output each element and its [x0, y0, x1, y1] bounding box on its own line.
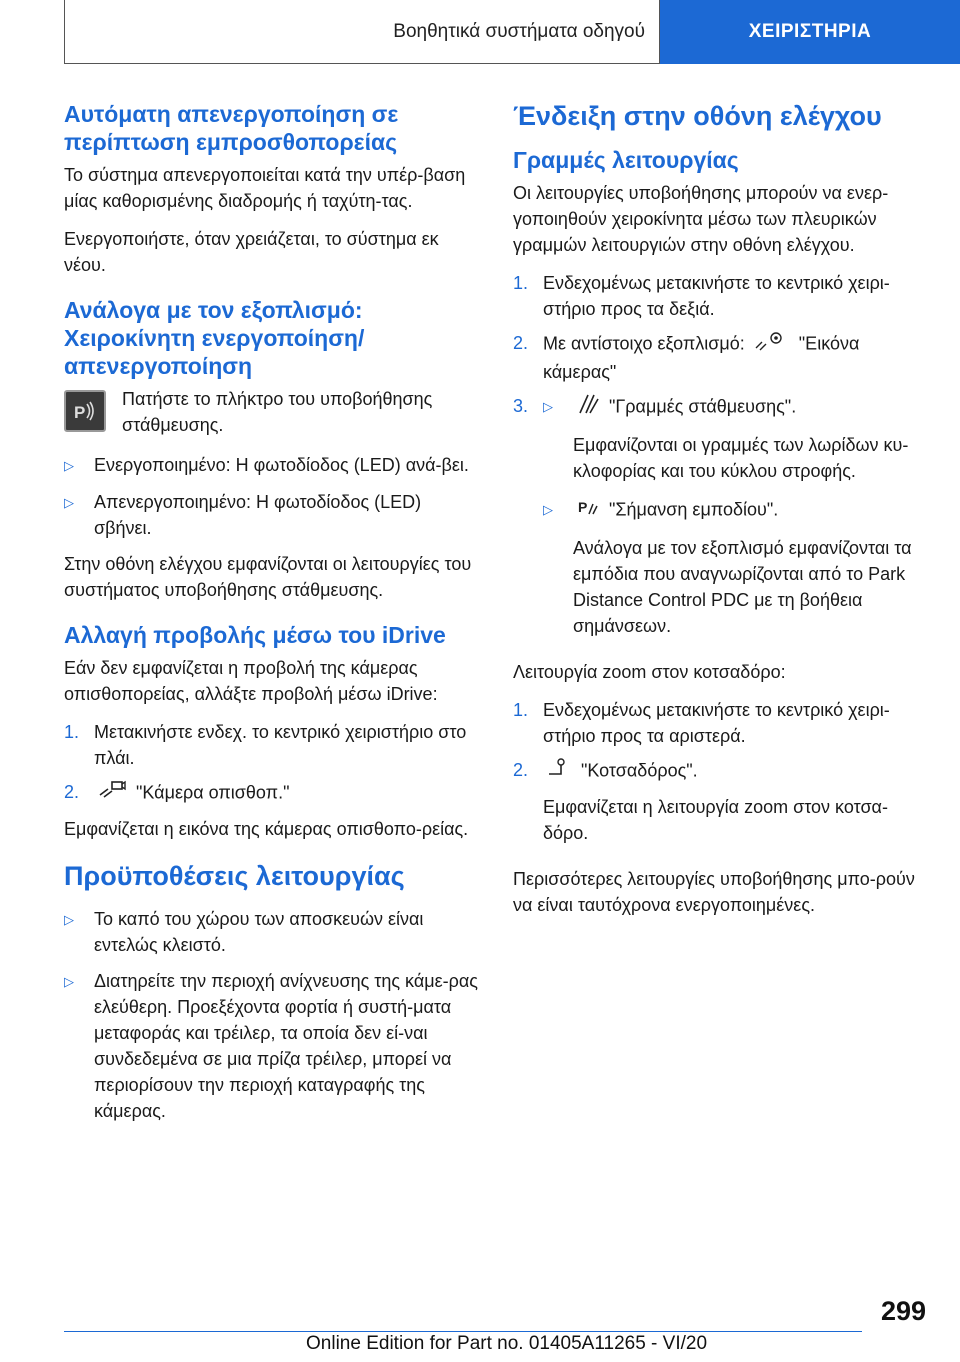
section-title: Αλλαγή προβολής μέσω του iDrive [64, 622, 446, 648]
obstacle-marking-icon [577, 496, 599, 525]
parking-lines-icon [577, 393, 599, 422]
step-number: 2. [513, 760, 529, 780]
trailer-hitch-icon [547, 757, 571, 786]
step-text: Με αντίστοιχο εξοπλισμό: [543, 333, 745, 354]
bullet-content [573, 393, 928, 422]
step-number: 1. [513, 273, 529, 293]
numbered-item [513, 697, 928, 749]
numbered-item [64, 719, 482, 771]
paragraph: Ενεργοποιήστε, όταν χρειάζεται, το σύστημα εκ νέου. [64, 229, 439, 275]
bullet-item [64, 452, 482, 479]
step-text: Ενδεχομένως μετακινήστε το κεντρικό χειρι-στήριο προς τα αριστερά. [543, 700, 890, 746]
paragraph: Εμφανίζεται η λειτουργία zoom στον κοτσα-δόρο. [543, 797, 888, 843]
bullet-text: "Γραμμές στάθμευσης". [609, 396, 797, 417]
bullet-text: Ενεργοποιημένο: Η φωτοδίοδος (LED) ανά-βει. [94, 455, 469, 475]
step-content [94, 779, 482, 808]
bullet-text: Το καπό του χώρου των αποσκευών είναι εντελώς κλειστό. [94, 909, 424, 955]
numbered-item [513, 393, 928, 651]
bullet-text: "Σήμανση εμποδίου". [609, 499, 779, 520]
step-content [543, 757, 928, 858]
rear-camera-icon [98, 779, 126, 808]
footer-divider [64, 1331, 862, 1332]
numbered-item [513, 757, 928, 858]
bullet-text: Διατηρείτε την περιοχή ανίχνευσης της κάμε-ρας ελεύθερη. Προεξέχοντα φορτία ή συστή-ματα μεταφοράς και τρέιλερ, τα οποία δεν εί-ναι συνδεδεμένα σε μια πρίζα τρέιλερ, μπορεί να περιορίσουν την περιοχή καταγραφής της κάμερας. [94, 971, 478, 1121]
park-button-row [64, 386, 482, 438]
bullet-text: Απενεργοποιημένο: Η φωτοδίοδος (LED) σβήνει. [94, 492, 422, 538]
right-column [513, 100, 928, 930]
paragraph: Λειτουργία zoom στον κοτσαδόρο: [513, 662, 786, 682]
bullet-item [543, 393, 928, 422]
step-number: 3. [513, 396, 529, 416]
paragraph: Περισσότερες λειτουργίες υποβοήθησης μπο-ρούν να είναι ταυτόχρονα ενεργοποιημένες. [513, 869, 915, 915]
header-section-title: Βοηθητικά συστήματα οδηγού [64, 0, 660, 64]
step-text: "Εικόνα κάμερας" [543, 333, 860, 382]
page-header [64, 0, 960, 64]
bullet-content [573, 496, 928, 525]
park-assist-button-icon [64, 390, 106, 432]
step-number: 2. [64, 782, 80, 802]
step-text: Ενδεχομένως μετακινήστε το κεντρικό χειρι-στήριο προς τα δεξιά. [543, 273, 890, 319]
svg-text:P: P [74, 403, 86, 422]
bullet-item [543, 496, 928, 525]
footer-edition: Online Edition for Part no. 01405A11265 - VI/20 [306, 1333, 708, 1354]
section-title: Προϋποθέσεις λειτουργίας [64, 861, 405, 891]
triangle-bullet-icon: ▷ [543, 399, 553, 414]
numbered-item [513, 270, 928, 322]
paragraph: Εμφανίζονται οι γραμμές των λωρίδων κυ-κλοφορίας και του κύκλου στροφής. [573, 435, 909, 481]
step-text: Μετακινήστε ενδεχ. το κεντρικό χειριστήριο στο πλάι. [94, 722, 467, 768]
step-content [543, 393, 928, 651]
triangle-bullet-icon: ▷ [64, 912, 74, 927]
step-text: "Κάμερα οπισθοπ." [136, 782, 290, 803]
left-column [64, 100, 482, 1134]
triangle-bullet-icon: ▷ [543, 502, 553, 517]
triangle-bullet-icon: ▷ [64, 458, 74, 473]
step-number: 2. [513, 333, 529, 353]
section-requirements [64, 860, 482, 1124]
bullet-item [64, 489, 482, 541]
section-change-view [64, 621, 482, 842]
step-number: 1. [64, 722, 80, 742]
section-title: Αυτόματη απενεργοποίηση σε περίπτωση εμπροσθοπορείας [64, 101, 399, 155]
section-auto-deactivation [64, 100, 482, 278]
paragraph: Οι λειτουργίες υποβοήθησης μπορούν να ενερ-γοποιηθούν χειροκίνητα μέσω των πλευρικών γραμμών λειτουργιών στην οθόνη ελέγχου. [513, 183, 889, 255]
step-text: "Κοτσαδόρος". [581, 760, 698, 781]
step-number: 1. [513, 700, 529, 720]
subsection-title: Γραμμές λειτουργίας [513, 147, 739, 173]
numbered-item [513, 330, 928, 385]
camera-settings-icon [754, 330, 784, 359]
bullet-item [64, 906, 482, 958]
section-title: Ένδειξη στην οθόνη ελέγχου [513, 101, 882, 131]
paragraph: Το σύστημα απενεργοποιείται κατά την υπέρ-βαση μίας καθορισμένης διαδρομής ή ταχύτη-τας. [64, 165, 466, 211]
button-instruction: Πατήστε το πλήκτρο του υποβοήθησης στάθμευσης. [122, 389, 433, 435]
section-title: Ανάλογα με τον εξοπλισμό: Χειροκίνητη ενεργοποίηση/ απενεργοποίηση [64, 297, 365, 379]
triangle-bullet-icon: ▷ [64, 495, 74, 510]
paragraph: Εάν δεν εμφανίζεται η προβολή της κάμερας οπισθοπορείας, αλλάξτε προβολή μέσω iDrive: [64, 658, 438, 704]
triangle-bullet-icon: ▷ [64, 974, 74, 989]
paragraph: Στην οθόνη ελέγχου εμφανίζονται οι λειτουργίες του συστήματος υποβοήθησης στάθμευσης. [64, 554, 472, 600]
header-chapter-title: ΧΕΙΡΙΣΤΗΡΙΑ [660, 0, 960, 64]
bullet-item [64, 968, 482, 1124]
svg-text:P: P [578, 499, 588, 515]
paragraph: Εμφανίζεται η εικόνα της κάμερας οπισθοπο-ρείας. [64, 819, 469, 839]
numbered-item [64, 779, 482, 808]
section-manual-activation [64, 296, 482, 603]
paragraph: Ανάλογα με τον εξοπλισμό εμφανίζονται τα εμπόδια που αναγνωρίζονται από το Park Distance Control PDC με τη βοήθεια σημάνσεων. [573, 538, 912, 636]
page-number: 299 [880, 1296, 926, 1326]
step-content [543, 330, 928, 385]
